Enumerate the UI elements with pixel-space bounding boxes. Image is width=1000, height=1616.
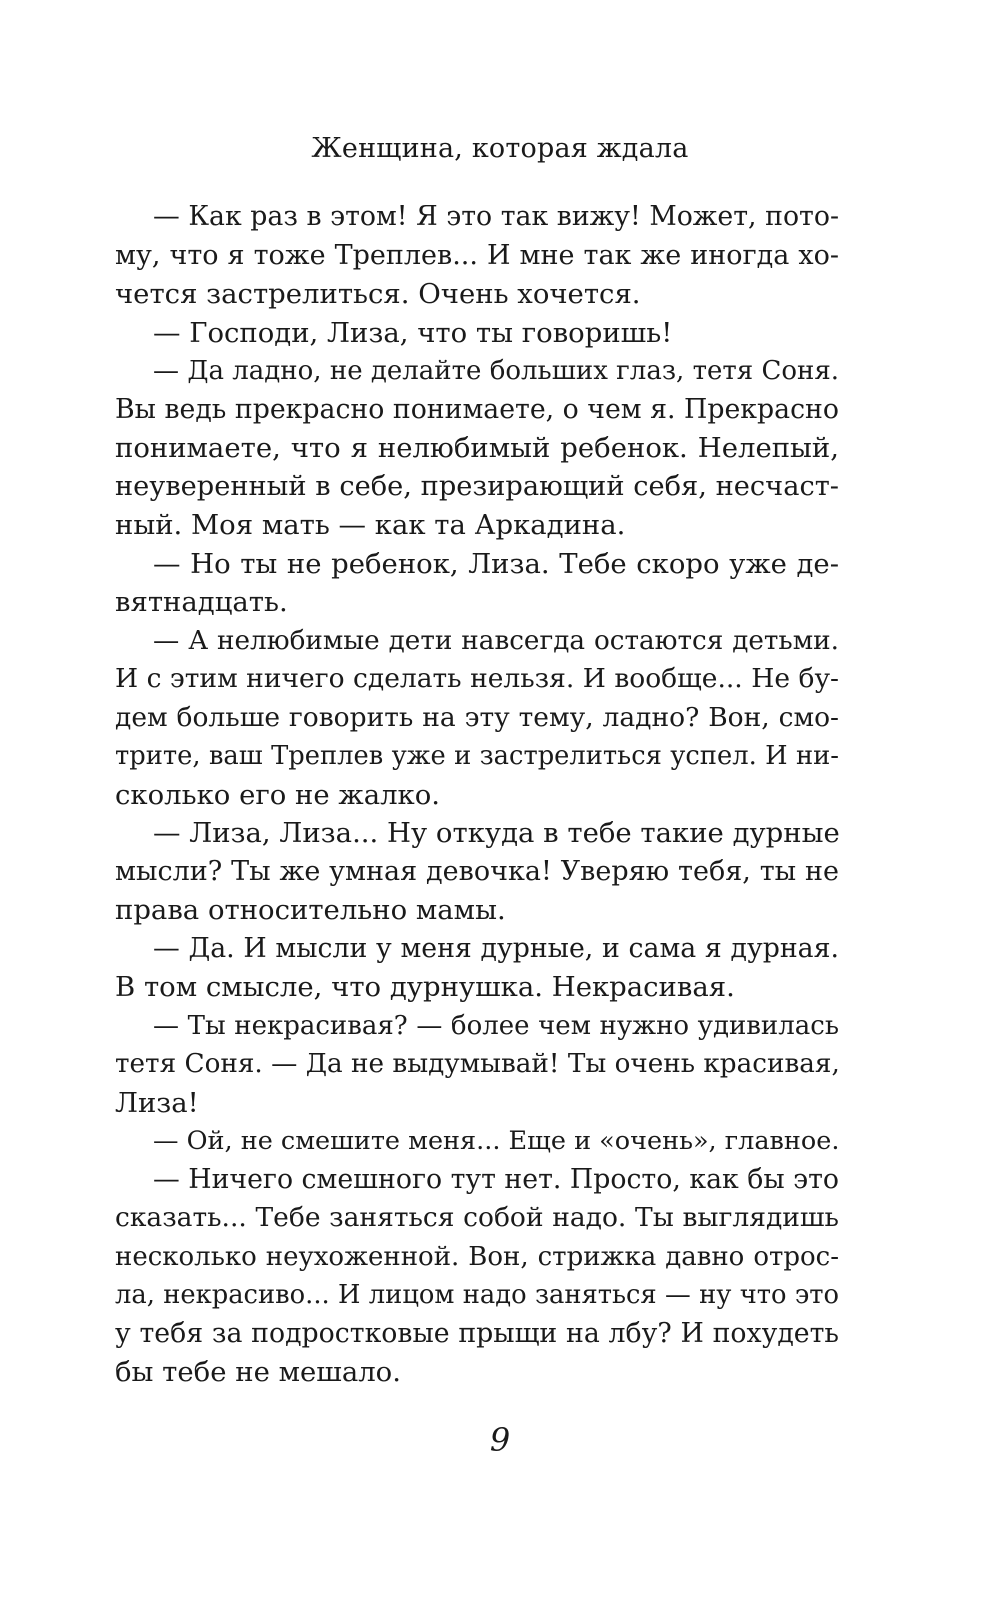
text-line: трите, ваш Треплев уже и застрелиться успел. И ни- bbox=[115, 741, 839, 771]
text-line: мысли? Ты же умная девочка! Уверяю тебя, ты не bbox=[115, 855, 839, 887]
text-line: — Но ты не ребенок, Лиза. Тебе скоро уже де- bbox=[153, 547, 839, 580]
text-line: Лиза! bbox=[115, 1086, 199, 1119]
text-line: у тебя за подростковые прыщи на лбу? И похудеть bbox=[115, 1317, 839, 1349]
text-line: дем больше говорить на эту тему, ладно? Вон, смо- bbox=[115, 701, 839, 733]
text-line: — А нелюбимые дети навсегда остаются детьми. bbox=[153, 625, 839, 656]
page-number: 9 bbox=[489, 1421, 511, 1459]
text-line: В том смысле, что дурнушка. Некрасивая. bbox=[115, 971, 735, 1003]
running-head-title: Женщина, которая ждала bbox=[311, 133, 689, 164]
text-line: — Да. И мысли у меня дурные, и сама я дурная. bbox=[153, 932, 839, 964]
text-line: чется застрелиться. Очень хочется. bbox=[115, 278, 641, 310]
text-line: — Да ладно, не делайте больших глаз, тетя Соня. bbox=[153, 356, 839, 386]
text-line: тетя Соня. — Да не выдумывай! Ты очень красивая, bbox=[115, 1049, 840, 1079]
text-line: — Ты некрасивая? — более чем нужно удивилась bbox=[153, 1010, 839, 1041]
text-line: бы тебе не мешало. bbox=[115, 1356, 401, 1388]
text-line: Вы ведь прекрасно понимаете, о чем я. Прекрасно bbox=[115, 393, 839, 425]
text-line: права относительно мамы. bbox=[115, 894, 506, 926]
text-line: вятнадцать. bbox=[115, 586, 288, 618]
text-line: И с этим ничего сделать нельзя. И вообще... Не бу- bbox=[115, 663, 839, 694]
text-line: сказать... Тебе заняться собой надо. Ты выглядишь bbox=[115, 1202, 839, 1233]
text-line: несколько неухоженной. Вон, стрижка давно отрос- bbox=[115, 1241, 839, 1272]
text-line: неуверенный в себе, презирающий себя, несчаст- bbox=[115, 470, 839, 502]
text-line: му, что я тоже Треплев... И мне так же иногда хо- bbox=[115, 239, 839, 271]
text-line: сколько его не жалко. bbox=[115, 778, 441, 811]
text-line: — Как раз в этом! Я это так вижу! Может, пото- bbox=[153, 201, 839, 232]
text-line: — Ой, не смешите меня... Еще и «очень», главное. bbox=[153, 1126, 840, 1156]
text-line: — Ничего смешного тут нет. Просто, как бы это bbox=[153, 1163, 840, 1195]
text-line: — Господи, Лиза, что ты говоришь! bbox=[153, 316, 673, 349]
text-line: понимаете, что я нелюбимый ребенок. Нелепый, bbox=[115, 432, 839, 464]
text-line: ный. Моя мать — как та Аркадина. bbox=[115, 509, 626, 541]
body-text bbox=[115, 198, 839, 1392]
text-line: — Лиза, Лиза... Ну откуда в тебе такие дурные bbox=[153, 817, 840, 849]
text-line: ла, некрасиво... И лицом надо заняться — ну что это bbox=[115, 1280, 839, 1310]
